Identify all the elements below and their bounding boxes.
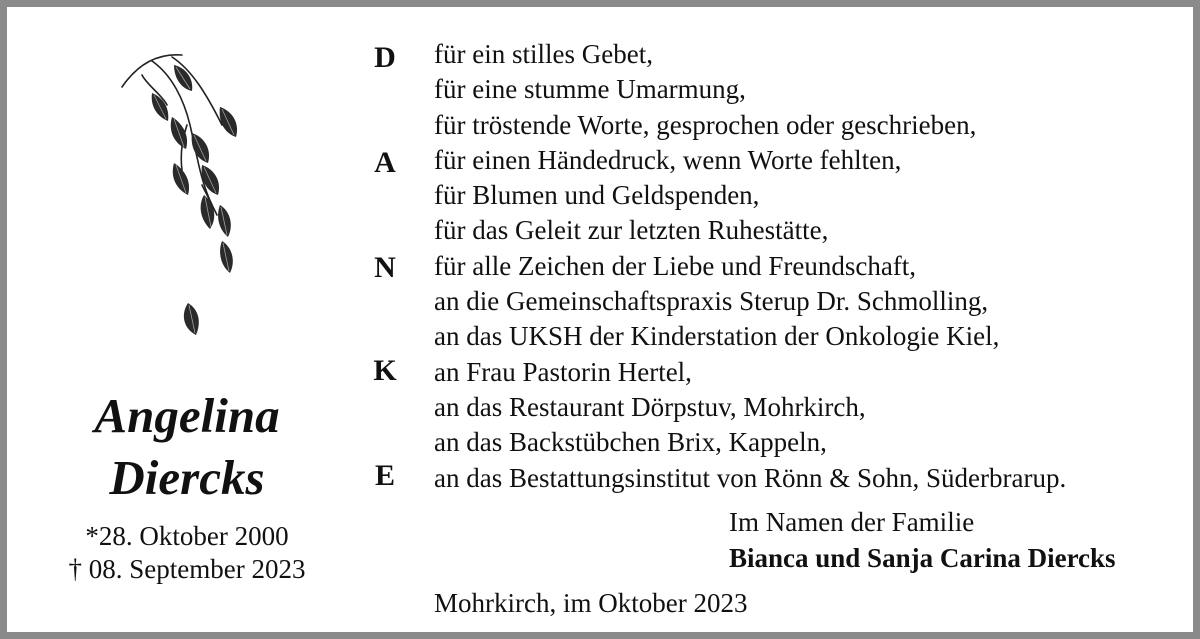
birth-date: *28. Oktober 2000 xyxy=(85,521,289,551)
acrostic-letter-k: K xyxy=(373,354,397,387)
signature-intro: Im Namen der Familie xyxy=(729,507,975,537)
signature-names: Bianca und Sanja Carina Diercks xyxy=(729,543,1116,573)
thanks-line: an das Restaurant Dörpstuv, Mohrkirch, xyxy=(434,391,866,422)
thanks-line: für ein stilles Gebet, xyxy=(434,39,653,69)
acrostic-letter-a: A xyxy=(374,146,396,179)
thanks-line: an die Gemeinschaftspraxis Sterup Dr. Schmolling, xyxy=(434,286,989,317)
thanks-line: für Blumen und Geldspenden, xyxy=(434,180,760,211)
life-dates xyxy=(27,520,347,586)
thanks-line: an Frau Pastorin Hertel, xyxy=(434,356,692,387)
leaf-9 xyxy=(218,205,231,237)
last-name: Diercks xyxy=(109,450,265,505)
thanks-line: an das Bestattungsinstitut von Rönn & Sohn, Süderbrarup. xyxy=(434,462,1067,493)
first-name: Angelina xyxy=(94,388,280,443)
deceased-name xyxy=(27,385,347,509)
acrostic-letter-n: N xyxy=(374,251,396,284)
thanks-line: an das UKSH der Kinderstation der Onkologie Kiel, xyxy=(434,321,1000,352)
acrostic-letter-d: D xyxy=(374,41,396,74)
thanks-line: für das Geleit zur letzten Ruhestätte, xyxy=(434,215,829,246)
family-signature xyxy=(729,504,1116,576)
birch-branch-illustration xyxy=(112,45,272,355)
death-date: † 08. September 2023 xyxy=(68,554,306,584)
thanks-line: an das Backstübchen Brix, Kappeln, xyxy=(434,427,827,458)
thanks-line: für tröstende Worte, gesprochen oder geschrieben, xyxy=(434,109,977,140)
thanks-line: für alle Zeichen der Liebe und Freundschaft, xyxy=(434,250,917,281)
thanks-list xyxy=(434,37,1066,496)
acrostic-letter-e: E xyxy=(374,459,395,492)
thanks-line: für einen Händedruck, wenn Worte fehlten, xyxy=(434,144,902,175)
leaf-falling xyxy=(184,303,199,335)
place-date: Mohrkirch, im Oktober 2023 xyxy=(434,588,748,618)
thanks-line: für eine stumme Umarmung, xyxy=(434,74,746,105)
leaf-10 xyxy=(220,241,233,273)
leaf-8 xyxy=(201,195,215,229)
